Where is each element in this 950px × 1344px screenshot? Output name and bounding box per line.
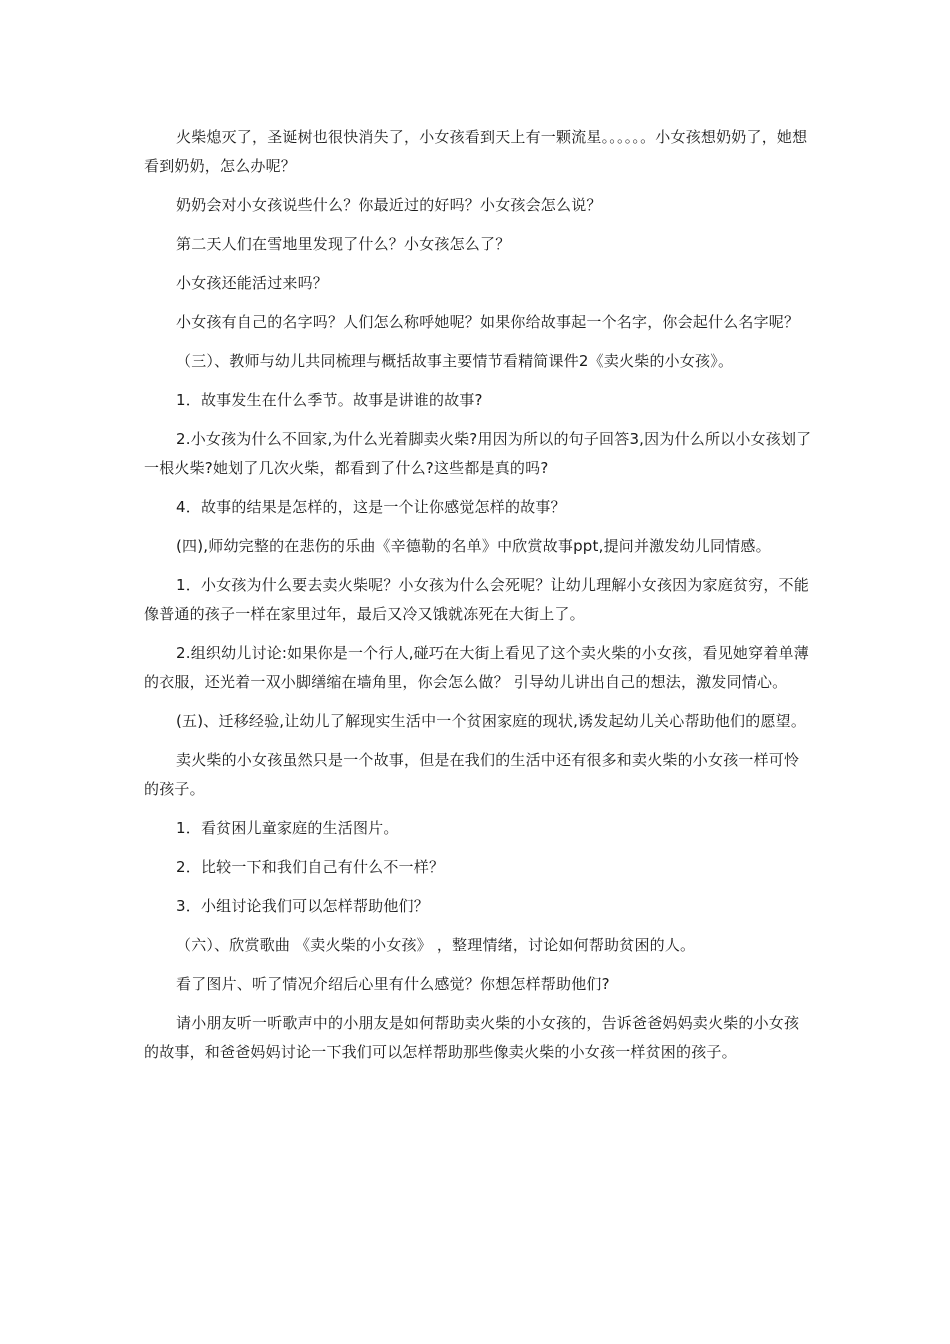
list-item-look-pictures: 1．看贫困儿童家庭的生活图片。 — [176, 819, 399, 837]
paragraph-real-life: 卖火柴的小女孩虽然只是一个故事，但是在我们的生活中还有很多和卖火柴的小女孩一样可怜的孩子。 — [144, 751, 800, 798]
paragraph-grandma-questions: 奶奶会对小女孩说些什么？你最近过的好吗？小女孩会怎么说？ — [176, 196, 602, 214]
paragraph-feelings: 看了图片、听了情况介绍后心里有什么感觉？你想怎样帮助他们? — [176, 975, 610, 993]
list-item-story-ending: 4．故事的结果是怎样的，这是一个让你感觉怎样的故事？ — [176, 498, 566, 516]
paragraph-stars-vanish: 火柴熄灭了，圣诞树也很快消失了，小女孩看到天上有一颗流星。。。。。。小女孩想奶奶了，她想看到奶奶，怎么办呢？ — [144, 128, 808, 175]
section-heading-five: (五)、迁移经验,让幼儿了解现实生活中一个贫困家庭的现状,诱发起幼儿关心帮助他们的愿望。 — [176, 712, 807, 730]
list-item-discussion: 2.组织幼儿讨论:如果你是一个行人,碰巧在大街上看见了这个卖火柴的小女孩，看见她穿着单薄的衣服，还光着一双小脚缮缩在墙角里，你会怎么做？ 引导幼儿讲出自己的想法，激发同情心。 — [144, 644, 809, 691]
section-heading-three: （三）、教师与幼儿共同梳理与概括故事主要情节看精简课件2《卖火柴的小女孩》。 — [176, 352, 734, 370]
section-heading-four: (四),师幼完整的在悲伤的乐曲《辛德勒的名单》中欣赏故事ppt,提问并激发幼儿同情感。 — [176, 537, 771, 555]
list-item-group-discussion: 3．小组讨论我们可以怎样帮助他们？ — [176, 897, 429, 915]
section-heading-six: （六）、欣赏歌曲 《卖火柴的小女孩》 ，整理情绪，讨论如何帮助贫困的人。 — [176, 936, 696, 954]
list-item-why-sell-matches: 1．小女孩为什么要去卖火柴呢？小女孩为什么会死呢？让幼儿理解小女孩因为家庭贫穷，不能像普通的孩子一样在家里过年，最后又冷又饿就冻死在大街上了。 — [144, 576, 809, 623]
paragraph-name-question: 小女孩有自己的名字吗？人们怎么称呼她呢？如果你给故事起一个名字，你会起什么名字呢？ — [176, 313, 800, 331]
paragraph-closing: 请小朋友听一听歌声中的小朋友是如何帮助卖火柴的小女孩的，告诉爸爸妈妈卖火柴的小女孩的故事，和爸爸妈妈讨论一下我们可以怎样帮助那些像卖火柴的小女孩一样贫困的孩子。 — [144, 1014, 800, 1061]
document-body — [144, 123, 812, 1067]
paragraph-next-day: 第二天人们在雪地里发现了什么？小女孩怎么了？ — [176, 235, 511, 253]
list-item-season: 1．故事发生在什么季节。故事是讲谁的故事? — [176, 391, 483, 409]
list-item-compare: 2．比较一下和我们自己有什么不一样？ — [176, 858, 445, 876]
paragraph-alive-question: 小女孩还能活过来吗？ — [176, 274, 329, 292]
list-item-why-not-home: 2.小女孩为什么不回家,为什么光着脚卖火柴?用因为所以的句子回答3,因为什么所以小女孩划了一根火柴?她划了几次火柴，都看到了什么?这些都是真的吗? — [144, 430, 812, 477]
